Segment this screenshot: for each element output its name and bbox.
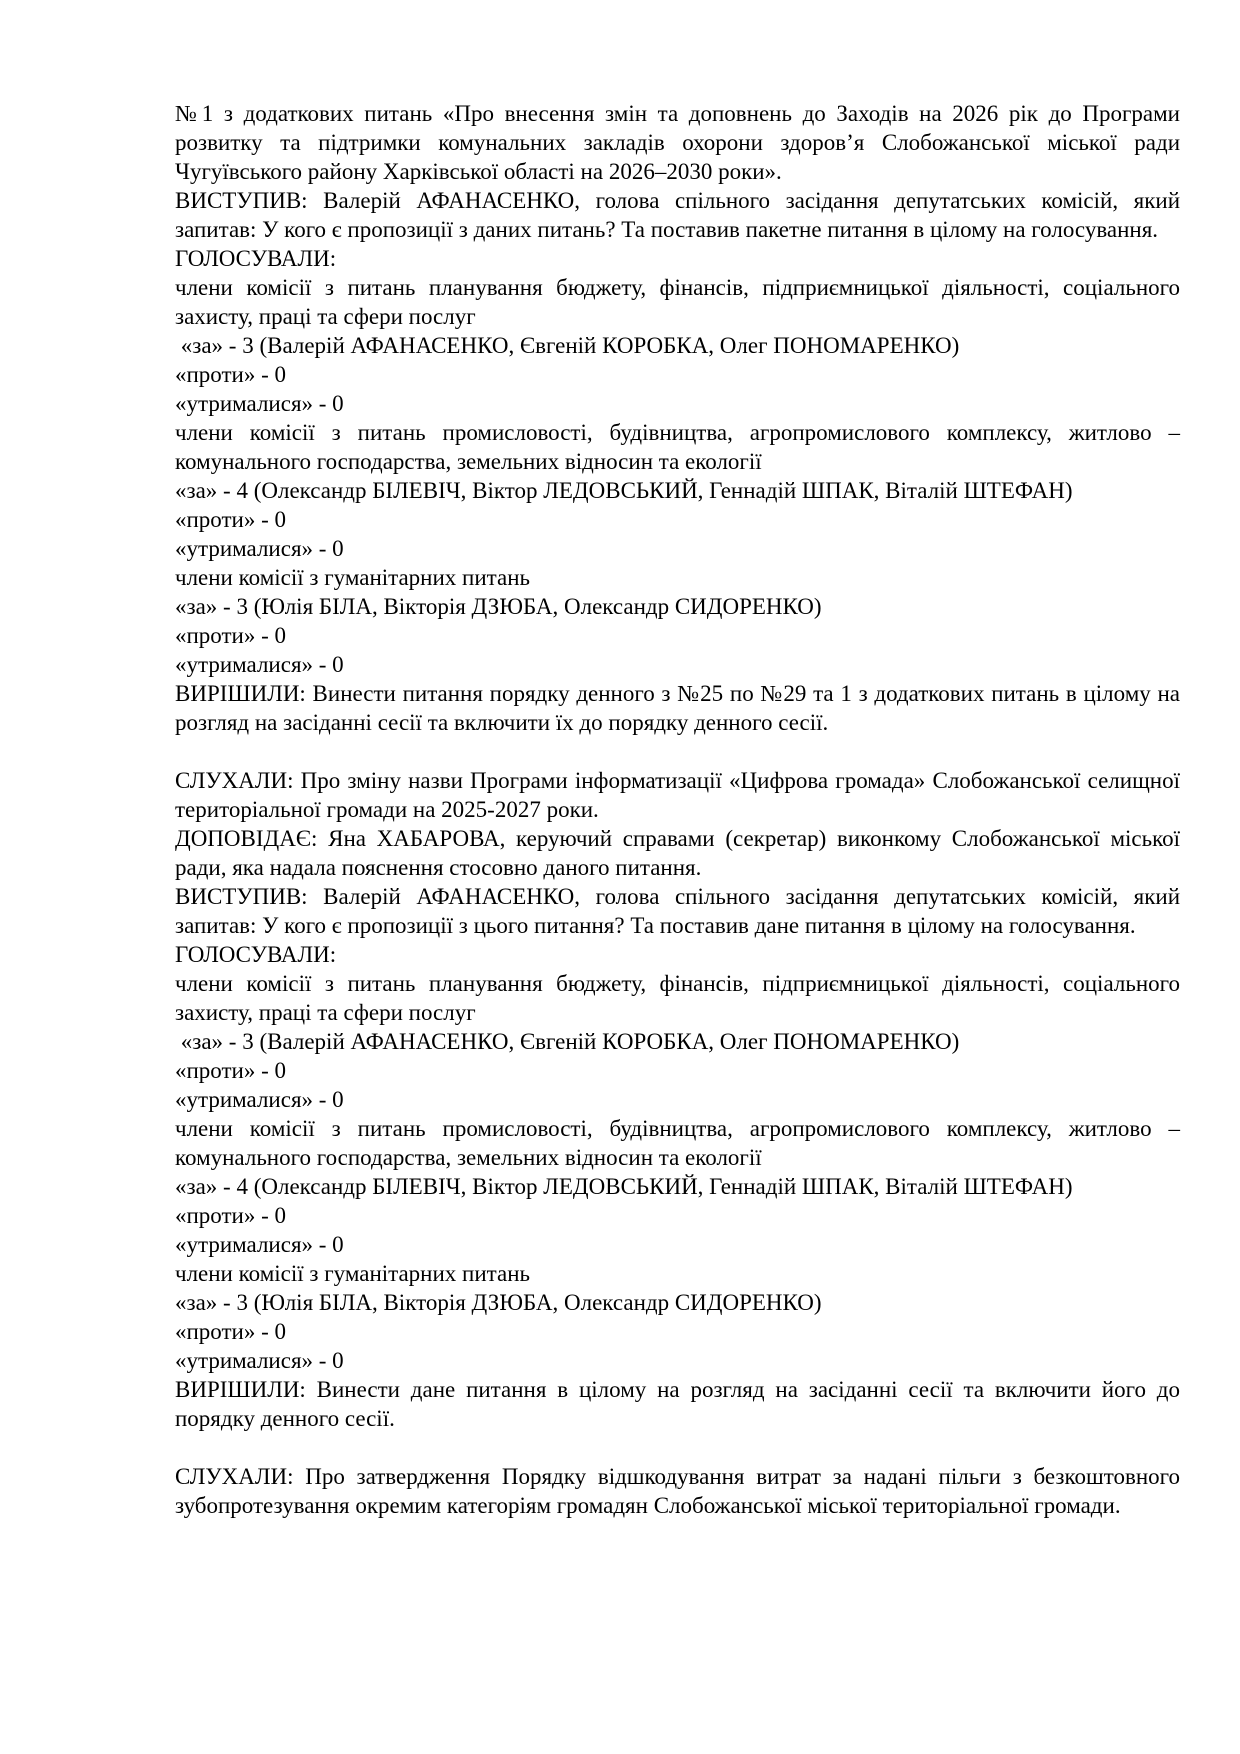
paragraph: «проти» - 0 [175,1319,287,1344]
paragraph: члени комісії з питань промисловості, будівництва, агропромислового комплексу, житлово – комунального господарства, земельних відносин та екології [175,1116,1180,1170]
paragraph: «за» - 4 (Олександр БІЛЕВІЧ, Віктор ЛЕДОВСЬКИЙ, Геннадій ШПАК, Віталій ШТЕФАН) [175,1174,1073,1199]
paragraph: «утрималися» - 0 [175,1348,344,1373]
document-body [175,99,1180,1520]
paragraph: «проти» - 0 [175,1058,287,1083]
blank-line [175,737,1180,766]
paragraph: «за» - 3 (Валерій АФАНАСЕНКО, Євгеній КОРОБКА, Олег ПОНОМАРЕНКО) [175,333,960,358]
paragraph: «проти» - 0 [175,1203,287,1228]
paragraph: СЛУХАЛИ: Про затвердження Порядку відшкодування витрат за надані пільги з безкоштовного зубопротезування окремим категоріям громадян Слобожанської міської територіальної громади. [175,1464,1180,1518]
blank-line [175,1433,1180,1462]
paragraph: члени комісії з гуманітарних питань [175,565,531,590]
paragraph: СЛУХАЛИ: Про зміну назви Програми інформатизації «Цифрова громада» Слобожанської селищної територіальної громади на 2025-2027 роки. [175,768,1180,822]
paragraph: «утрималися» - 0 [175,391,344,416]
paragraph: ВИРІШИЛИ: Винести питання порядку денного з №25 по №29 та 1 з додаткових питань в цілому на розгляд на засіданні сесії та включити їх до порядку денного сесії. [175,681,1180,735]
paragraph: ГОЛОСУВАЛИ: [175,942,337,967]
paragraph: члени комісії з питань планування бюджету, фінансів, підприємницької діяльності, соціального захисту, праці та сфери послуг [175,971,1180,1025]
paragraph: «утрималися» - 0 [175,652,344,677]
paragraph: «утрималися» - 0 [175,1087,344,1112]
paragraph: «за» - 4 (Олександр БІЛЕВІЧ, Віктор ЛЕДОВСЬКИЙ, Геннадій ШПАК, Віталій ШТЕФАН) [175,478,1073,503]
paragraph: ВИРІШИЛИ: Винести дане питання в цілому на розгляд на засіданні сесії та включити його до порядку денного сесії. [175,1377,1180,1431]
paragraph: члени комісії з питань промисловості, будівництва, агропромислового комплексу, житлово – комунального господарства, земельних відносин та екології [175,420,1180,474]
paragraph: члени комісії з питань планування бюджету, фінансів, підприємницької діяльності, соціального захисту, праці та сфери послуг [175,275,1180,329]
paragraph: «проти» - 0 [175,623,287,648]
paragraph: ВИСТУПИВ: Валерій АФАНАСЕНКО, голова спільного засідання депутатських комісій, який запитав: У кого є пропозиції з даних питань? Та поставив пакетне питання в цілому на голосування. [175,188,1180,242]
paragraph: №1 з додаткових питань «Про внесення змін та доповнень до Заходів на 2026 рік до Програми розвитку та підтримки комунальних закладів охорони здоров’я Слобожанської міської ради Чугуївського району Харківської області на 2026–2030 роки». [175,101,1180,184]
paragraph: ГОЛОСУВАЛИ: [175,246,337,271]
paragraph: члени комісії з гуманітарних питань [175,1261,531,1286]
paragraph: «за» - 3 (Юлія БІЛА, Вікторія ДЗЮБА, Олександр СИДОРЕНКО) [175,594,822,619]
paragraph: «проти» - 0 [175,507,287,532]
paragraph: «утрималися» - 0 [175,536,344,561]
paragraph: ДОПОВІДАЄ: Яна ХАБАРОВА, керуючий справами (секретар) виконкому Слобожанської міської ради, яка надала пояснення стосовно даного питання. [175,826,1180,880]
paragraph: «за» - 3 (Валерій АФАНАСЕНКО, Євгеній КОРОБКА, Олег ПОНОМАРЕНКО) [175,1029,960,1054]
paragraph: «за» - 3 (Юлія БІЛА, Вікторія ДЗЮБА, Олександр СИДОРЕНКО) [175,1290,822,1315]
paragraph: ВИСТУПИВ: Валерій АФАНАСЕНКО, голова спільного засідання депутатських комісій, який запитав: У кого є пропозиції з цього питання? Та поставив дане питання в цілому на голосування. [175,884,1180,938]
paragraph: «утрималися» - 0 [175,1232,344,1257]
paragraph: «проти» - 0 [175,362,287,387]
